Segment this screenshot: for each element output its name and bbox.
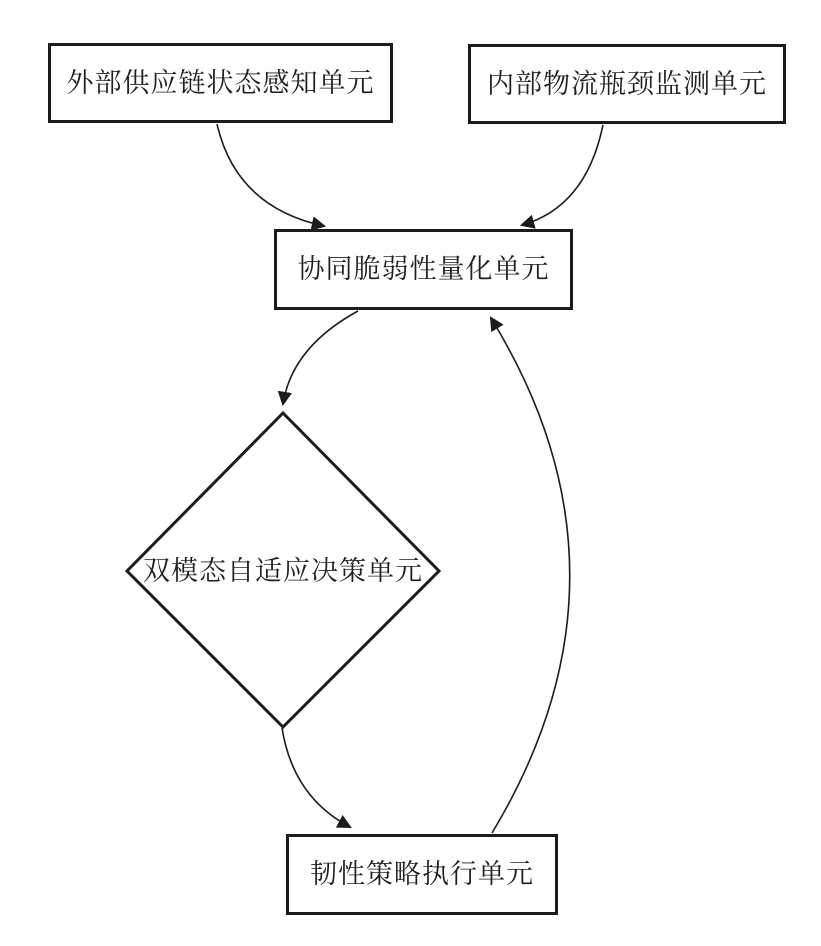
node-decision-diamond-label: 双模态自适应决策单元 xyxy=(143,555,423,586)
arrow-decision-to-execute xyxy=(282,728,350,827)
node-external-supply-label: 外部供应链状态感知单元 xyxy=(66,67,375,98)
arrow-external-to-quantify xyxy=(217,124,324,226)
arrow-quantify-to-decision xyxy=(283,311,358,404)
node-vulnerability-quantify xyxy=(274,229,573,310)
node-resilience-execute xyxy=(286,834,558,915)
arrow-execute-to-quantify-feedback xyxy=(491,318,570,833)
node-internal-logistics-label: 内部物流瓶颈监测单元 xyxy=(487,68,767,99)
node-internal-logistics xyxy=(468,44,786,124)
node-decision-diamond xyxy=(127,553,439,589)
node-vulnerability-quantify-label: 协同脆弱性量化单元 xyxy=(297,254,550,284)
node-resilience-execute-label: 韧性策略执行单元 xyxy=(310,859,534,889)
arrow-internal-to-quantify xyxy=(522,125,603,225)
node-external-supply xyxy=(48,43,393,123)
